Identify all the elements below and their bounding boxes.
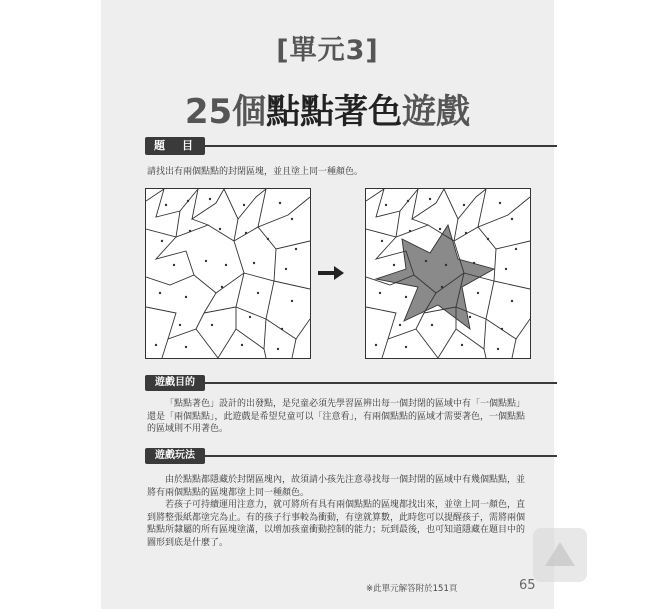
answer-note: ※此單元解答附於151頁: [366, 584, 458, 594]
watermark-logo: [525, 520, 595, 590]
play-text: [147, 474, 527, 549]
shaded-star: [376, 225, 494, 329]
play-label: 遊戲玩法: [145, 448, 205, 464]
purpose-paragraph: 「點點著色」設計的出發點，是兒童必須先學習區辨出每一個封閉的區域中有「一個點點」還是「兩個點點」，此遊戲是希望兒童可以「注意看」，有兩個點點的區域才需要著色，一個點點的區域則不用著色。: [147, 399, 526, 434]
dot-puzzle-blank: [145, 188, 311, 359]
book-page: [101, 0, 554, 609]
title-part-1: 25個: [184, 92, 267, 132]
unit-heading: [單元3]: [276, 35, 379, 66]
question-label: 題 目: [145, 137, 205, 155]
right-arrow-icon: [318, 266, 344, 280]
page-title: [101, 84, 554, 133]
page-number: 65: [519, 578, 536, 593]
purpose-text: [147, 398, 527, 436]
question-text: 請找出有兩個點點的封閉區塊，並且塗上同一種顏色。: [147, 167, 364, 177]
play-rule: [205, 455, 557, 457]
question-rule: [205, 145, 557, 147]
title-part-2: 點點著色: [266, 92, 403, 132]
purpose-label: 遊戲目的: [145, 375, 205, 391]
dot-puzzle-solved: [365, 188, 531, 359]
purpose-rule: [205, 382, 557, 384]
play-paragraph-1: 由於點點都隱藏於封閉區塊內，故須請小孩先注意尋找每一個封閉的區域中有幾個點點，並將有兩個點點的區塊都塗上同一種顏色。: [147, 475, 526, 498]
title-part-3: 遊戲: [402, 92, 471, 132]
play-paragraph-2: 若孩子可持續運用注意力，就可將所有具有兩個點點的區塊都找出來，並塗上同一顏色，直到將整張紙都塗完為止。有的孩子行事較為衝動，有塗就算數，此時您可以提醒孩子，需將兩個點點所隸屬的所有區塊塗滿，以增加孩童衝動控制的能力；玩到最後，也可知道隱藏在題目中的圖形到底是什麼了。: [147, 500, 526, 548]
